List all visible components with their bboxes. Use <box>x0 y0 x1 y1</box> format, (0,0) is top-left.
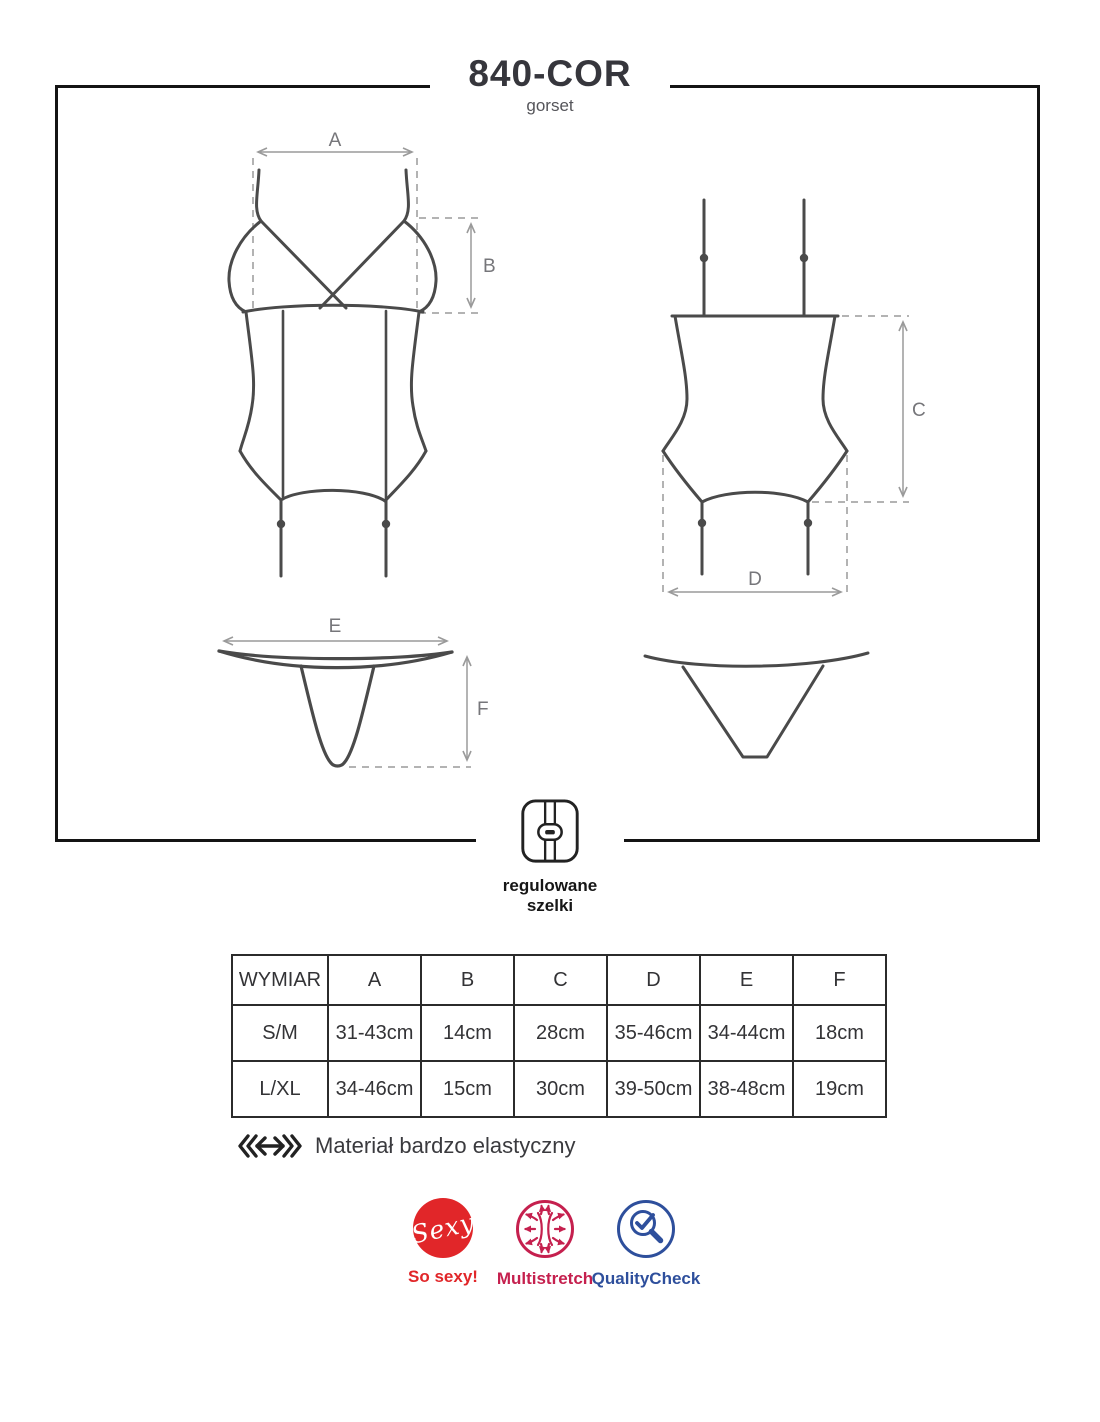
label-E: E <box>328 616 342 637</box>
sexy-badge-icon <box>408 1198 478 1258</box>
side-right <box>411 312 426 451</box>
size-table <box>231 954 887 1118</box>
back-triangle <box>683 666 823 757</box>
stretch-arrows-icon <box>238 1131 302 1161</box>
size-table-header-f: F <box>793 955 886 1005</box>
back-hem-left <box>663 451 702 502</box>
size-label: L/XL <box>232 1061 328 1117</box>
underbust-band <box>243 305 423 312</box>
badge-label: QualityCheck <box>591 1269 701 1288</box>
size-table-header-wymiar: WYMIAR <box>232 955 328 1005</box>
cup-cross-right <box>320 221 404 308</box>
label-B: B <box>483 256 496 277</box>
table-row <box>232 1061 886 1117</box>
strap-left <box>257 170 261 221</box>
size-table-header-b: B <box>421 955 514 1005</box>
label-D: D <box>748 569 762 590</box>
adjustable-strap-icon <box>519 798 581 866</box>
waistband-top <box>219 651 452 659</box>
material-note-text: Materiał bardzo elastyczny <box>315 1133 576 1158</box>
value-cell: 31-43cm <box>328 1005 421 1061</box>
page-title <box>430 54 670 116</box>
value-cell: 34-44cm <box>700 1005 793 1061</box>
back-side-left <box>663 316 687 451</box>
garter-slider-left <box>277 520 285 528</box>
table-row <box>232 1005 886 1061</box>
size-table-header-d: D <box>607 955 700 1005</box>
size-table-header-row <box>232 955 886 1005</box>
strap-slider-left <box>700 254 708 262</box>
value-cell: 14cm <box>421 1005 514 1061</box>
badge-label: Multistretch <box>496 1269 594 1288</box>
adjustable-straps-label: regulowane szelki <box>502 876 598 916</box>
value-cell: 19cm <box>793 1061 886 1117</box>
size-table-header-e: E <box>700 955 793 1005</box>
material-note <box>238 1131 575 1161</box>
label-C: C <box>912 400 926 421</box>
value-cell: 35-46cm <box>607 1005 700 1061</box>
strap-slider-right <box>800 254 808 262</box>
side-left <box>240 312 254 451</box>
hem-right <box>385 451 426 501</box>
strap-right <box>404 170 408 221</box>
label-F: F <box>477 699 489 720</box>
value-cell: 38-48cm <box>700 1061 793 1117</box>
size-table-header-a: A <box>328 955 421 1005</box>
badge-so-sexy <box>387 1198 499 1287</box>
back-waistband <box>645 653 868 666</box>
thong-pouch <box>301 666 374 766</box>
value-cell: 30cm <box>514 1061 607 1117</box>
back-hem-right <box>808 451 847 502</box>
value-cell: 15cm <box>421 1061 514 1117</box>
product-type: gorset <box>526 95 574 115</box>
size-label: S/M <box>232 1005 328 1061</box>
garment-diagram <box>55 85 1040 842</box>
qualitycheck-icon <box>615 1198 677 1260</box>
badge-label: So sexy! <box>408 1267 478 1286</box>
back-side-right <box>823 316 847 451</box>
cup-right <box>404 221 436 312</box>
cup-left <box>229 221 261 312</box>
sexy-badge-text: Sexy <box>408 1207 478 1249</box>
back-hem-center <box>702 492 808 502</box>
back-garter-slider-left <box>698 519 706 527</box>
multistretch-icon <box>514 1198 576 1260</box>
value-cell: 28cm <box>514 1005 607 1061</box>
hem-left <box>240 451 281 500</box>
badge-multistretch <box>489 1198 601 1289</box>
value-cell: 34-46cm <box>328 1061 421 1117</box>
adjustable-straps-feature <box>476 798 624 916</box>
value-cell: 39-50cm <box>607 1061 700 1117</box>
badge-qualitycheck <box>590 1198 702 1289</box>
corset-back-drawing <box>663 200 847 574</box>
panties-back-drawing <box>645 653 868 757</box>
back-garter-slider-right <box>804 519 812 527</box>
model-number: 840-COR <box>468 53 632 94</box>
garter-slider-right <box>382 520 390 528</box>
corset-front-drawing <box>229 170 436 576</box>
measurement-guides <box>224 152 909 767</box>
label-A: A <box>328 130 342 151</box>
hem-center <box>281 490 385 501</box>
panties-front-drawing <box>219 651 452 766</box>
size-table-header-c: C <box>514 955 607 1005</box>
value-cell: 18cm <box>793 1005 886 1061</box>
